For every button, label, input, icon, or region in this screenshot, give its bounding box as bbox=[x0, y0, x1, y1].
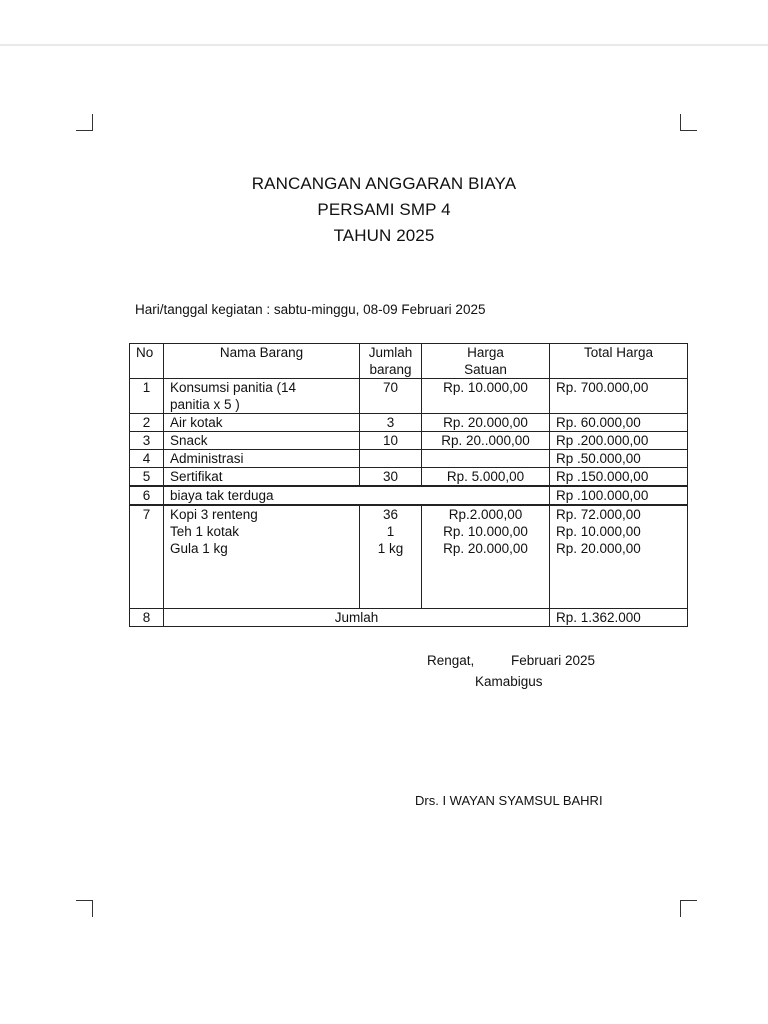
signature-name: Drs. I WAYAN SYAMSUL BAHRI bbox=[415, 793, 603, 808]
table-header-row bbox=[130, 344, 688, 379]
event-date-info: Hari/tanggal kegiatan : sabtu-minggu, 08-09 Februari 2025 bbox=[135, 302, 486, 317]
cell-price bbox=[422, 450, 550, 468]
cell-total: Rp .200.000,00 bbox=[550, 432, 688, 450]
signature-date: Februari 2025 bbox=[511, 653, 596, 668]
cell-item: Snack bbox=[164, 432, 360, 450]
sum-total: Rp. 1.362.000 bbox=[550, 609, 688, 627]
cell-no: 6 bbox=[130, 486, 164, 505]
cell-qty: 3 bbox=[360, 414, 422, 432]
cell-price: Rp. 5.000,00 bbox=[422, 468, 550, 487]
table-row bbox=[130, 414, 688, 432]
cell-no: 7 bbox=[130, 505, 164, 609]
crop-mark-bottom-left bbox=[76, 900, 93, 917]
cell-no: 5 bbox=[130, 468, 164, 487]
table-row bbox=[130, 486, 688, 505]
cell-item: Sertifikat bbox=[164, 468, 360, 487]
cell-total: Rp. 72.000,00 Rp. 10.000,00 Rp. 20.000,00 bbox=[550, 505, 688, 609]
sum-label: Jumlah bbox=[164, 609, 550, 627]
document-year: TAHUN 2025 bbox=[333, 226, 435, 245]
cell-price: Rp. 20.000,00 bbox=[422, 414, 550, 432]
header-no: No bbox=[130, 344, 164, 379]
cell-item: Konsumsi panitia (14 panitia x 5 ) bbox=[164, 379, 360, 414]
signature-role: Kamabigus bbox=[475, 674, 543, 689]
cell-total: Rp .100.000,00 bbox=[550, 486, 688, 505]
cell-price: Rp. 20..000,00 bbox=[422, 432, 550, 450]
table-row bbox=[130, 468, 688, 487]
cell-no: 1 bbox=[130, 379, 164, 414]
crop-mark-top-right bbox=[680, 114, 697, 131]
cell-no: 2 bbox=[130, 414, 164, 432]
crop-mark-top-left bbox=[76, 114, 93, 131]
cell-item: Air kotak bbox=[164, 414, 360, 432]
cell-qty: 30 bbox=[360, 468, 422, 487]
document-title: RANCANGAN ANGGARAN BIAYA bbox=[251, 174, 517, 193]
cell-no: 3 bbox=[130, 432, 164, 450]
header-price: Harga Satuan bbox=[422, 344, 550, 379]
cell-total: Rp .150.000,00 bbox=[550, 468, 688, 487]
cell-no: 8 bbox=[130, 609, 164, 627]
cell-qty bbox=[360, 450, 422, 468]
table-row bbox=[130, 450, 688, 468]
table-row bbox=[130, 432, 688, 450]
header-total: Total Harga bbox=[550, 344, 688, 379]
table-row bbox=[130, 379, 688, 414]
viewer-top-bar bbox=[0, 0, 768, 46]
budget-table bbox=[129, 343, 688, 627]
header-qty: Jumlah barang bbox=[360, 344, 422, 379]
header-item: Nama Barang bbox=[164, 344, 360, 379]
cell-qty: 70 bbox=[360, 379, 422, 414]
cell-no: 4 bbox=[130, 450, 164, 468]
document-subtitle: PERSAMI SMP 4 bbox=[317, 200, 451, 219]
cell-price: Rp.2.000,00 Rp. 10.000,00 Rp. 20.000,00 bbox=[422, 505, 550, 609]
cell-qty: 10 bbox=[360, 432, 422, 450]
cell-item: Kopi 3 renteng Teh 1 kotak Gula 1 kg bbox=[164, 505, 360, 609]
cell-qty: 36 1 1 kg bbox=[360, 505, 422, 609]
crop-mark-bottom-right bbox=[680, 900, 697, 917]
cell-item: biaya tak terduga bbox=[164, 486, 550, 505]
cell-price: Rp. 10.000,00 bbox=[422, 379, 550, 414]
cell-total: Rp .50.000,00 bbox=[550, 450, 688, 468]
cell-total: Rp. 700.000,00 bbox=[550, 379, 688, 414]
table-sum-row bbox=[130, 609, 688, 627]
cell-total: Rp. 60.000,00 bbox=[550, 414, 688, 432]
signature-place: Rengat, bbox=[427, 653, 475, 668]
table-row bbox=[130, 505, 688, 609]
cell-item: Administrasi bbox=[164, 450, 360, 468]
